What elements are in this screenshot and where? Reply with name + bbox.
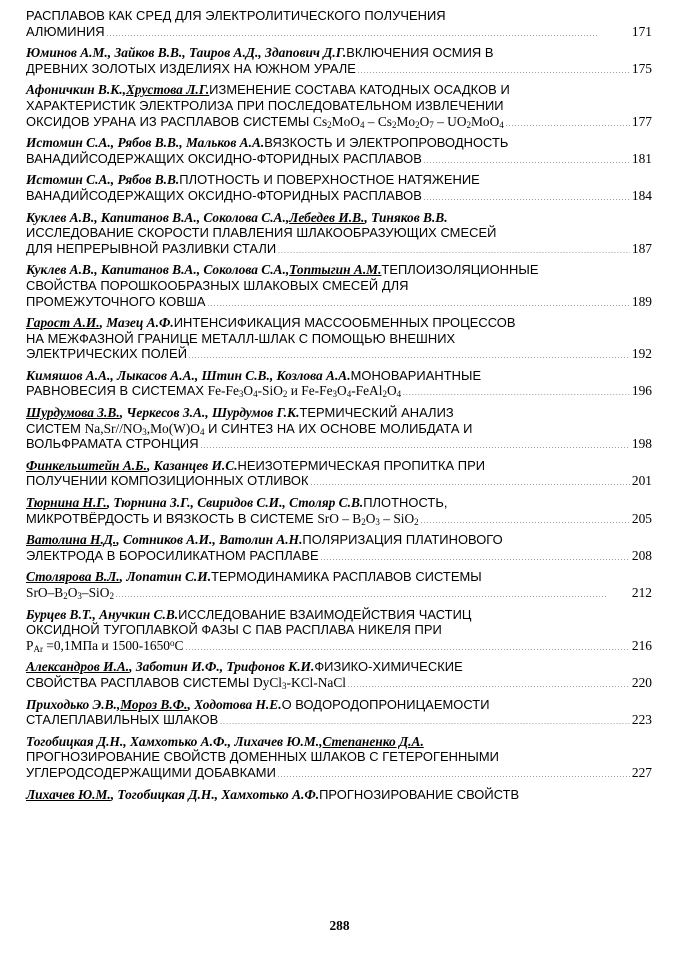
page-number: 198 xyxy=(631,436,652,452)
entry-authors: , Ходотова Н.Е. xyxy=(187,696,282,712)
entry-title: ЭЛЕКТРОДА В БОРОСИЛИКАТНОМ РАСПЛАВЕ xyxy=(26,547,319,563)
toc-entry xyxy=(26,135,652,170)
entry-authors: , Мазец А.Ф. xyxy=(99,315,174,331)
entry-title: ИНТЕНСИФИКАЦИЯ МАССООБМЕННЫХ ПРОЦЕССОВ xyxy=(173,315,516,331)
page-number: 216 xyxy=(631,637,652,653)
dot-leader xyxy=(185,638,629,658)
page-number: 189 xyxy=(631,293,652,309)
page-number: 175 xyxy=(631,60,652,76)
entry-title: ПРОГНОЗИРОВАНИЕ СВОЙСТВ ДОМЕННЫХ ШЛАКОВ С ГЕТЕРОГЕННЫМИ xyxy=(26,749,499,765)
entry-title: ФИЗИКО-ХИМИЧЕСКИЕ xyxy=(314,659,463,675)
toc-entry xyxy=(26,659,652,694)
toc-entry xyxy=(26,495,652,530)
entry-title: ПЛОТНОСТЬ, xyxy=(363,495,448,511)
entry-author-underlined: Тюрнина Н.Г. xyxy=(26,495,107,511)
dot-leader xyxy=(278,765,630,785)
page-number: 227 xyxy=(631,764,652,780)
entry-title: НЕИЗОТЕРМИЧЕСКАЯ ПРОПИТКА ПРИ xyxy=(237,457,486,473)
entry-authors: , Казанцев И.С. xyxy=(146,457,238,473)
toc-entry xyxy=(26,405,652,456)
entry-authors: Куклев А.В., Капитанов В.А., Соколова С.А., xyxy=(26,262,290,278)
entry-formula: РАВНОВЕСИЯ В СИСТЕМАХ $Fe-Fe_3O_4-SiO_2$ и $Fe-Fe_3O_4-FeAl_2O_4$ xyxy=(26,383,402,400)
entry-title: ПРОМЕЖУТОЧНОГО КОВША xyxy=(26,293,206,309)
entry-author-underlined: Топтыгин А.М. xyxy=(289,262,382,278)
entry-title: СВОЙСТВА ПОРОШКООБРАЗНЫХ ШЛАКОВЫХ СМЕСЕЙ ДЛЯ xyxy=(26,277,409,293)
toc-entry xyxy=(26,368,652,403)
page-number: 205 xyxy=(631,510,652,526)
table-of-contents xyxy=(26,8,652,804)
dot-leader xyxy=(424,188,630,208)
entry-authors: Тогобицкая Д.Н., Хамхотько А.Ф., Лихачев Ю.М., xyxy=(26,733,323,749)
entry-title: ПОЛУЧЕНИИ КОМПОЗИЦИОННЫХ ОТЛИВОК xyxy=(26,473,309,489)
page-number: 184 xyxy=(631,187,652,203)
dot-leader xyxy=(208,294,630,314)
dot-leader xyxy=(311,473,630,493)
page-footer-number: 288 xyxy=(329,918,350,933)
entry-title: ВОЛЬФРАМАТА СТРОНЦИЯ xyxy=(26,436,199,452)
entry-authors: Истомин С.А., Рябов В.В. xyxy=(26,172,180,188)
entry-author-underlined: Хрустова Л.Г. xyxy=(126,82,210,98)
entry-title: АЛЮМИНИЯ xyxy=(26,23,105,39)
dot-leader xyxy=(107,24,630,44)
entry-authors: , Тиняков В.В. xyxy=(364,209,448,225)
entry-title: ТЕПЛОИЗОЛЯЦИОННЫЕ xyxy=(381,262,539,278)
entry-authors: , Черкесов З.А., Шурдумов Г.К. xyxy=(119,405,300,421)
entry-title: ВАНАДИЙСОДЕРЖАЩИХ ОКСИДНО-ФТОРИДНЫХ РАСПЛАВОВ xyxy=(26,150,422,166)
entry-authors: , Тюрнина З.Г., Свиридов С.И., Столяр С.В. xyxy=(106,495,364,511)
entry-formula: СИСТЕМ $Na,Sr//NO_3,Mo(W)O_4$ И СИНТЕЗ НА ИХ ОСНОВЕ МОЛИБДАТА И xyxy=(26,420,473,437)
page-number: 220 xyxy=(631,674,652,690)
page-number: 181 xyxy=(631,150,652,166)
entry-author-underlined: Столярова В.Л. xyxy=(26,569,120,585)
dot-leader xyxy=(116,585,630,605)
entry-authors: , Заботин И.Ф., Трифонов К.И. xyxy=(129,659,315,675)
toc-entry xyxy=(26,45,652,80)
toc-entry xyxy=(26,569,652,604)
entry-author-underlined: Шурдумова З.В. xyxy=(26,405,120,421)
entry-title: СТАЛЕПЛАВИЛЬНЫХ ШЛАКОВ xyxy=(26,712,219,728)
dot-leader xyxy=(421,511,630,531)
page-number: 201 xyxy=(631,473,652,489)
toc-entry xyxy=(26,458,652,493)
entry-title: ПОЛЯРИЗАЦИЯ ПЛАТИНОВОГО xyxy=(302,532,503,548)
entry-title: РАСПЛАВОВ КАК СРЕД ДЛЯ ЭЛЕКТРОЛИТИЧЕСКОГО ПОЛУЧЕНИЯ xyxy=(26,8,446,23)
entry-title: ЭЛЕКТРИЧЕСКИХ ПОЛЕЙ xyxy=(26,346,188,362)
entry-formula: SrO–$B_2O_3-SiO_2$ xyxy=(26,585,114,601)
toc-entry xyxy=(26,8,652,43)
entry-title: УГЛЕРОДСОДЕРЖАЩИМИ ДОБАВКАМИ xyxy=(26,764,276,780)
toc-entry xyxy=(26,172,652,207)
entry-author-underlined: Степаненко Д.А. xyxy=(322,733,424,749)
toc-entry xyxy=(26,697,652,732)
page-number: 223 xyxy=(631,712,652,728)
entry-author-underlined: Мороз В.Ф. xyxy=(120,696,188,712)
toc-entry xyxy=(26,787,652,803)
entry-title: ПЛОТНОСТЬ И ПОВЕРХНОСТНОЕ НАТЯЖЕНИЕ xyxy=(179,172,480,188)
entry-author-underlined: Гарост А.И. xyxy=(26,315,100,331)
toc-entry xyxy=(26,532,652,567)
dot-leader xyxy=(358,61,630,81)
page-number: 187 xyxy=(631,240,652,256)
entry-author-underlined: Александров И.А. xyxy=(26,659,130,675)
entry-title: ПРОГНОЗИРОВАНИЕ СВОЙСТВ xyxy=(319,786,520,802)
toc-entry xyxy=(26,82,652,133)
entry-formula: МИКРОТВЁРДОСТЬ И ВЯЗКОСТЬ В СИСТЕМЕ SrO – $B_2O_3 - SiO_2$ xyxy=(26,510,419,527)
entry-formula: $P_{Ar} =0,1МПа$ и 1500-1650$^o$C xyxy=(26,637,184,654)
entry-title: ТЕРМОДИНАМИКА РАСПЛАВОВ СИСТЕМЫ xyxy=(211,569,482,585)
entry-title: МОНОВАРИАНТНЫЕ xyxy=(350,367,482,383)
entry-authors: Кимяшов А.А., Лыкасов А.А., Штин С.В., Козлова А.А. xyxy=(26,367,351,383)
entry-title: ОКСИДНОЙ ТУГОПЛАВКОЙ ФАЗЫ С ПАВ РАСПЛАВА НИКЕЛЯ ПРИ xyxy=(26,622,442,638)
entry-title: ИССЛЕДОВАНИЕ ВЗАИМОДЕЙСТВИЯ ЧАСТИЦ xyxy=(178,606,472,622)
entry-title: ДЛЯ НЕПРЕРЫВНОЙ РАЗЛИВКИ СТАЛИ xyxy=(26,240,277,256)
entry-authors: Юминов А.М., Зайков В.В., Таиров А.Д., Здanович Д.Г. xyxy=(26,45,347,61)
dot-leader xyxy=(348,675,630,695)
entry-authors: Бурцев В.Т., Анучкин С.В. xyxy=(26,606,179,622)
entry-authors: Куклев А.В., Капитанов В.А., Соколова С.А., xyxy=(26,209,290,225)
entry-title: ИЗМЕНЕНИЕ СОСТАВА КАТОДНЫХ ОСАДКОВ И xyxy=(209,82,510,98)
entry-formula: СВОЙСТВА РАСПЛАВОВ СИСТЕМЫ DyCl$_3$-KCl-NaCl xyxy=(26,674,346,691)
entry-title: ИССЛЕДОВАНИЕ СКОРОСТИ ПЛАВЛЕНИЯ ШЛАКООБРАЗУЮЩИХ СМЕСЕЙ xyxy=(26,225,497,241)
entry-title: ВЯЗКОСТЬ И ЭЛЕКТРОПРОВОДНОСТЬ xyxy=(264,135,509,151)
entry-formula: ОКСИДОВ УРАНА ИЗ РАСПЛАВОВ СИСТЕМЫ $Cs_2MoO_4 - Cs_2Mo_2O_7 - UO_2MoO_4$ xyxy=(26,113,504,130)
dot-leader xyxy=(506,114,630,134)
entry-title: НА МЕЖФАЗНОЙ ГРАНИЦЕ МЕТАЛЛ-ШЛАК С ПОМОЩЬЮ ВНЕШНИХ xyxy=(26,330,456,346)
entry-authors: , Лопатин С.И. xyxy=(119,569,212,585)
entry-title: ТЕРМИЧЕСКИЙ АНАЛИЗ xyxy=(299,405,454,421)
entry-author-underlined: Лихачев Ю.М. xyxy=(26,786,111,802)
entry-author-underlined: Ватолина Н.Д. xyxy=(26,532,117,548)
toc-entry xyxy=(26,734,652,785)
entry-authors: , Сотников А.И., Ватолин А.Н. xyxy=(116,532,303,548)
entry-author-underlined: Финкельштейн А.Б. xyxy=(26,457,147,473)
page-number: 196 xyxy=(631,383,652,399)
entry-title: ВКЛЮЧЕНИЯ ОСМИЯ В xyxy=(346,45,494,61)
dot-leader xyxy=(220,712,630,732)
entry-authors: Истомин С.А., Рябов В.В., Мальков А.А. xyxy=(26,135,265,151)
dot-leader xyxy=(201,436,630,456)
dot-leader xyxy=(321,548,630,568)
toc-entry xyxy=(26,262,652,313)
page-number: 208 xyxy=(631,547,652,563)
page-number: 192 xyxy=(631,346,652,362)
dot-leader xyxy=(424,151,630,171)
dot-leader xyxy=(189,346,630,366)
toc-entry xyxy=(26,210,652,261)
dot-leader xyxy=(403,383,630,403)
page-number: 177 xyxy=(631,113,652,129)
page-number: 171 xyxy=(631,23,652,39)
toc-entry xyxy=(26,607,652,658)
entry-title: ХАРАКТЕРИСТИК ЭЛЕКТРОЛИЗА ПРИ ПОСЛЕДОВАТЕЛЬНОМ ИЗВЛЕЧЕНИИ xyxy=(26,97,504,113)
entry-authors: , Тогобицкая Д.Н., Хамхотько А.Ф. xyxy=(110,786,320,802)
entry-authors: Афоничкин В.К., xyxy=(26,82,126,98)
entry-title: О ВОДОРОДОПРОНИЦАЕМОСТИ xyxy=(281,696,490,712)
entry-title: ВАНАДИЙСОДЕРЖАЩИХ ОКСИДНО-ФТОРИДНЫХ РАСПЛАВОВ xyxy=(26,187,422,203)
entry-authors: Приходько Э.В., xyxy=(26,696,121,712)
entry-title: ДРЕВНИХ ЗОЛОТЫХ ИЗДЕЛИЯХ НА ЮЖНОМ УРАЛЕ xyxy=(26,60,356,76)
entry-author-underlined: Лебедев И.В. xyxy=(289,209,365,225)
toc-entry xyxy=(26,315,652,366)
dot-leader xyxy=(278,241,630,261)
page-number: 212 xyxy=(631,585,652,600)
